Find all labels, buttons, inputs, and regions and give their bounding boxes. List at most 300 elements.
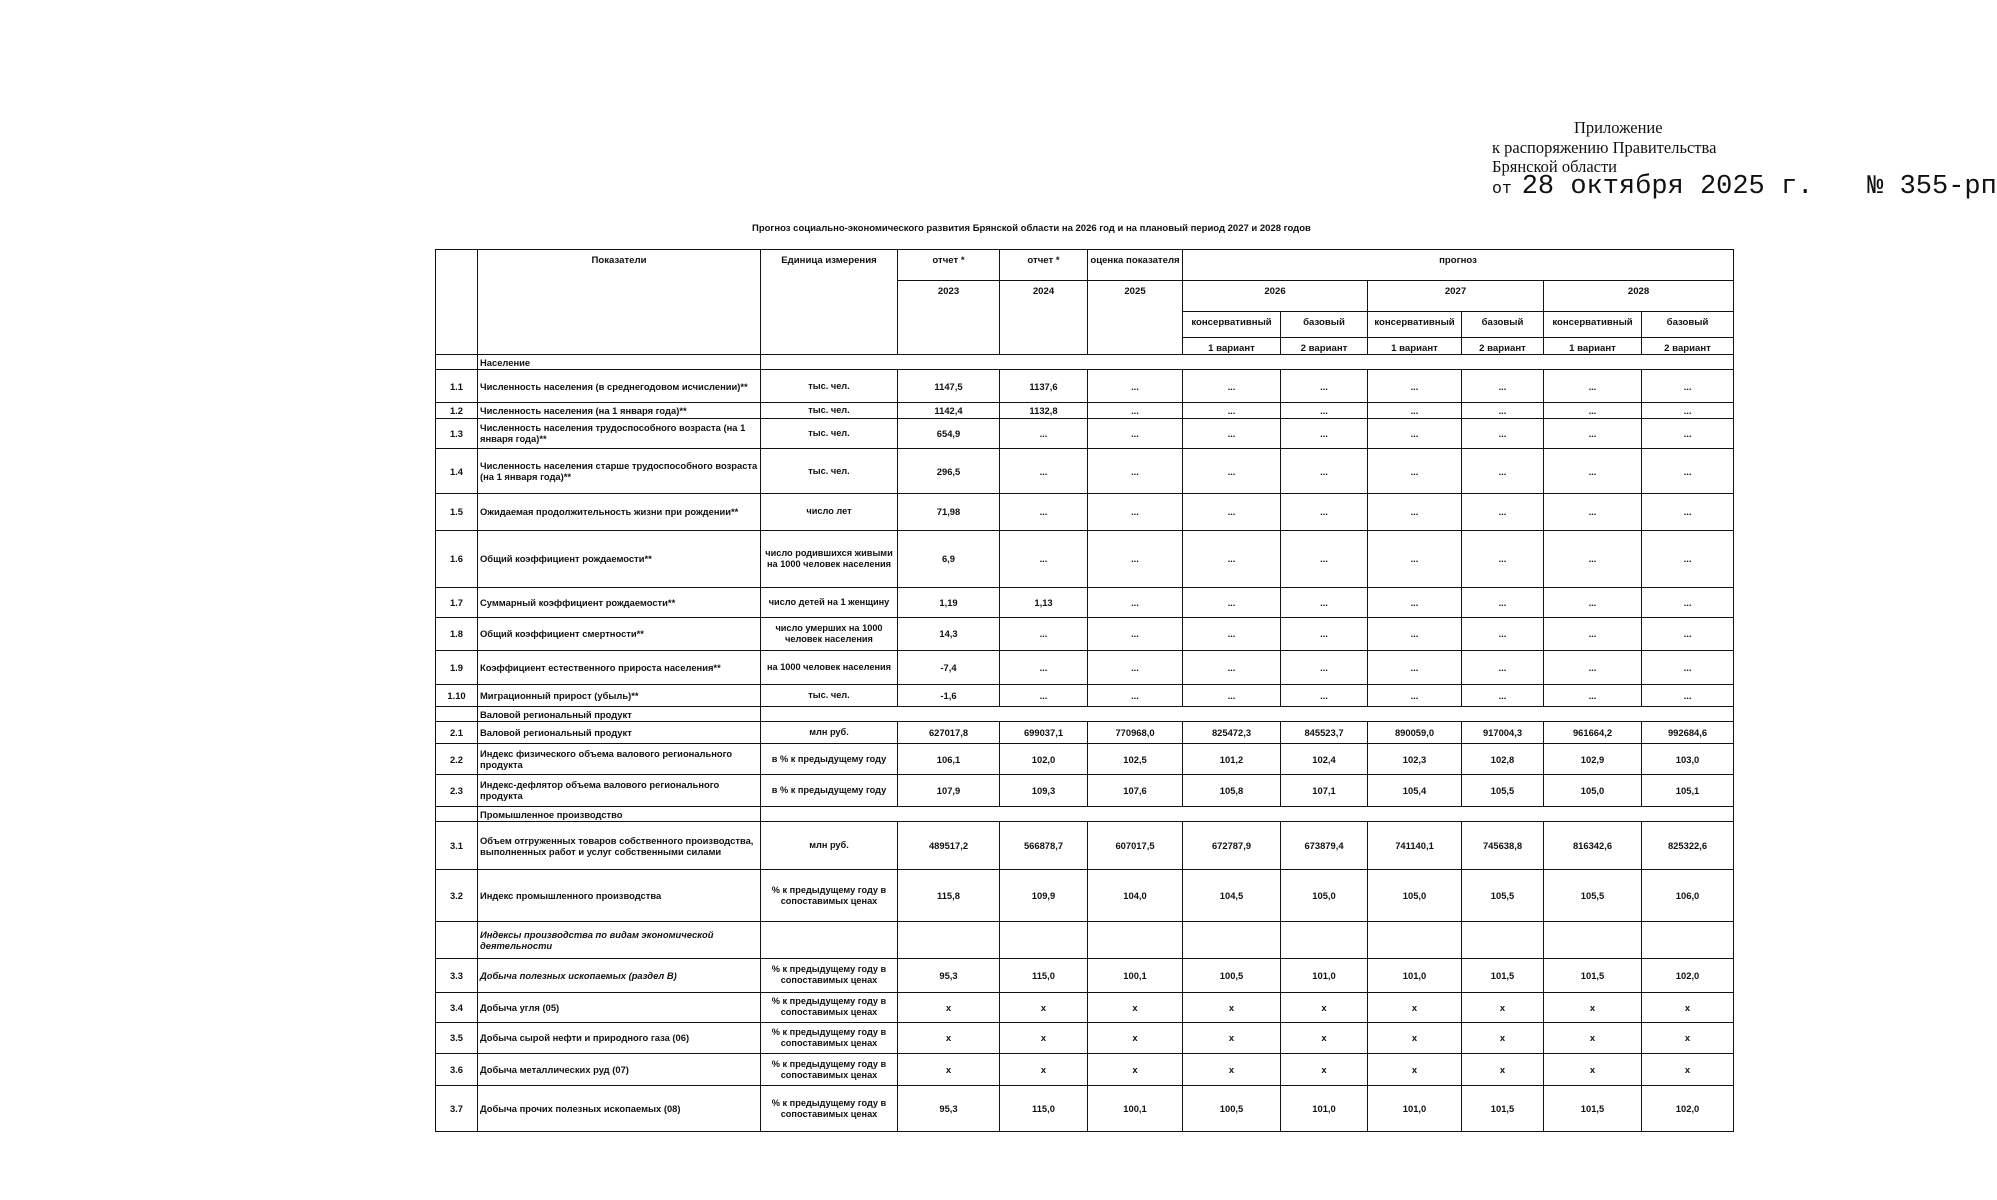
value-cell: x [1368,992,1462,1022]
value-cell: -1,6 [898,684,1000,706]
value-cell: 654,9 [898,418,1000,448]
row-indicator: Добыча металлических руд (07) [478,1054,761,1086]
row-unit: тыс. чел. [761,418,898,448]
value-cell: x [1000,1054,1088,1086]
value-cell: ... [1000,494,1088,530]
value-cell: ... [1281,418,1368,448]
value-cell: ... [1368,684,1462,706]
value-cell: 699037,1 [1000,722,1088,744]
table-row [436,448,1734,493]
value-cell: 115,0 [1000,959,1088,992]
value-cell: 673879,4 [1281,822,1368,870]
value-cell: 102,0 [1642,959,1734,992]
value-cell: ... [1088,618,1183,650]
value-cell: ... [1281,494,1368,530]
value-cell: 105,0 [1281,870,1368,921]
table-row [436,588,1734,618]
value-cell: 105,1 [1642,774,1734,806]
value-cell: 102,0 [1000,744,1088,774]
table-row [436,618,1734,650]
value-cell: ... [1183,650,1281,684]
header-unit: Единица измерения [761,250,898,355]
value-cell: ... [1462,418,1544,448]
table-row [436,744,1734,774]
value-cell: 103,0 [1642,744,1734,774]
row-number: 1.1 [436,370,478,403]
value-cell: 102,5 [1088,744,1183,774]
value-cell: 101,5 [1544,959,1642,992]
row-indicator: Добыча угля (05) [478,992,761,1022]
value-cell: x [1462,1054,1544,1086]
value-cell: ... [1281,650,1368,684]
value-cell: 115,8 [898,870,1000,921]
value-cell: ... [1642,494,1734,530]
value-cell: x [1183,1054,1281,1086]
row-indicator: Численность населения старше трудоспособного возраста (на 1 января года)** [478,448,761,493]
row-number: 3.2 [436,870,478,921]
value-cell: 627017,8 [898,722,1000,744]
value-cell: x [1642,992,1734,1022]
appendix-header [1492,118,1997,202]
row-unit: на 1000 человек населения [761,650,898,684]
row-number: 3.6 [436,1054,478,1086]
value-cell: ... [1544,530,1642,588]
header-conservative-2026: консервативный [1183,312,1281,338]
value-cell: 102,8 [1462,744,1544,774]
value-cell: ... [1544,588,1642,618]
value-cell: x [1462,992,1544,1022]
value-cell: 741140,1 [1368,822,1462,870]
value-cell: ... [1544,494,1642,530]
header-indicators: Показатели [478,250,761,355]
header-variant1-2026: 1 вариант [1183,338,1281,355]
value-cell: ... [1544,403,1642,418]
value-cell: ... [1000,448,1088,493]
appendix-label: Приложение [1574,118,1663,137]
value-cell: 1,13 [1000,588,1088,618]
table-row [436,403,1734,418]
value-cell: 845523,7 [1281,722,1368,744]
value-cell: ... [1088,370,1183,403]
section-row [436,921,1734,958]
value-cell: 95,3 [898,1086,1000,1132]
header-report-2024: отчет * [1000,250,1088,281]
value-cell: 105,0 [1368,870,1462,921]
row-number: 2.1 [436,722,478,744]
value-cell: ... [1088,403,1183,418]
value-cell: ... [1462,494,1544,530]
value-cell: 105,0 [1544,774,1642,806]
section-grp: Валовой региональный продукт [478,707,761,722]
value-cell: ... [1544,370,1642,403]
value-cell: x [1642,1022,1734,1053]
header-forecast: прогноз [1183,250,1734,281]
value-cell: x [1088,992,1183,1022]
value-cell: ... [1462,650,1544,684]
value-cell: 816342,6 [1544,822,1642,870]
value-cell: 106,1 [898,744,1000,774]
value-cell: 106,0 [1642,870,1734,921]
row-indicator: Общий коэффициент рождаемости** [478,530,761,588]
value-cell: ... [1281,403,1368,418]
value-cell: ... [1088,684,1183,706]
value-cell: x [898,1054,1000,1086]
value-cell: 101,0 [1368,1086,1462,1132]
row-indicator: Численность населения трудоспособного возраста (на 1 января года)** [478,418,761,448]
table-row [436,370,1734,403]
value-cell: 1142,4 [898,403,1000,418]
row-number: 2.2 [436,744,478,774]
row-number: 3.3 [436,959,478,992]
value-cell: 105,8 [1183,774,1281,806]
value-cell: 890059,0 [1368,722,1462,744]
value-cell: 770968,0 [1088,722,1183,744]
row-unit: % к предыдущему году в сопоставимых ценах [761,959,898,992]
row-indicator: Миграционный прирост (убыль)** [478,684,761,706]
value-cell: ... [1544,650,1642,684]
value-cell: 105,4 [1368,774,1462,806]
row-indicator: Валовой региональный продукт [478,722,761,744]
table-row [436,774,1734,806]
document-title: Прогноз социально-экономического развития Брянской области на 2026 год и на плановый период 2027 и 2028 годов [752,223,1311,234]
row-unit: млн руб. [761,722,898,744]
row-number: 3.5 [436,1022,478,1053]
table-row [436,992,1734,1022]
header-year-2028: 2028 [1544,281,1734,312]
value-cell: ... [1281,448,1368,493]
value-cell: ... [1462,448,1544,493]
value-cell: ... [1642,418,1734,448]
header-basic-2026: базовый [1281,312,1368,338]
row-number: 1.3 [436,418,478,448]
row-indicator: Добыча прочих полезных ископаемых (08) [478,1086,761,1132]
row-number: 3.7 [436,1086,478,1132]
row-number: 1.10 [436,684,478,706]
value-cell: 101,2 [1183,744,1281,774]
value-cell: x [1544,1022,1642,1053]
order-date: 28 октября 2025 г. [1521,171,1814,202]
value-cell: 825322,6 [1642,822,1734,870]
value-cell: ... [1544,684,1642,706]
value-cell: ... [1183,418,1281,448]
row-indicator: Индекс промышленного производства [478,870,761,921]
value-cell: 296,5 [898,448,1000,493]
value-cell: ... [1462,684,1544,706]
value-cell: 1137,6 [1000,370,1088,403]
forecast-table [435,249,1734,1132]
value-cell: 107,1 [1281,774,1368,806]
row-indicator: Индекс физического объема валового регионального продукта [478,744,761,774]
value-cell: ... [1642,618,1734,650]
value-cell: x [1462,1022,1544,1053]
value-cell: 489517,2 [898,822,1000,870]
value-cell: ... [1281,618,1368,650]
value-cell: x [1000,992,1088,1022]
value-cell: 101,0 [1368,959,1462,992]
row-indicator: Индекс-дефлятор объема валового регионального продукта [478,774,761,806]
row-number: 1.2 [436,403,478,418]
header-basic-2027: базовый [1462,312,1544,338]
value-cell: x [1544,992,1642,1022]
date-prefix: от [1492,178,1512,198]
value-cell: ... [1000,650,1088,684]
value-cell: ... [1642,530,1734,588]
row-indicator: Численность населения (на 1 января года)** [478,403,761,418]
value-cell: 917004,3 [1462,722,1544,744]
row-unit: число родившихся живыми на 1000 человек населения [761,530,898,588]
row-number: 1.7 [436,588,478,618]
value-cell: 107,6 [1088,774,1183,806]
appendix-order-line: к распоряжению Правительства [1492,137,1717,157]
value-cell: x [1642,1054,1734,1086]
section-population: Население [478,355,761,370]
row-number: 1.8 [436,618,478,650]
value-cell: ... [1183,684,1281,706]
value-cell: ... [1088,418,1183,448]
date-number-line [1492,171,1997,202]
row-unit: число лет [761,494,898,530]
value-cell: x [898,1022,1000,1053]
section-row [436,355,1734,370]
table-row [436,684,1734,706]
value-cell: 101,0 [1281,1086,1368,1132]
value-cell: 745638,8 [1462,822,1544,870]
table-row [436,494,1734,530]
value-cell: ... [1183,530,1281,588]
row-number: 1.6 [436,530,478,588]
value-cell: ... [1642,403,1734,418]
header-conservative-2028: консервативный [1544,312,1642,338]
table-row [436,870,1734,921]
row-indicator: Общий коэффициент смертности** [478,618,761,650]
table-row [436,1086,1734,1132]
value-cell: ... [1462,403,1544,418]
value-cell: ... [1368,650,1462,684]
value-cell: ... [1281,370,1368,403]
value-cell: 104,0 [1088,870,1183,921]
header-report-2023: отчет * [898,250,1000,281]
appendix-region-line: Брянской области [1492,157,1618,176]
row-indicator: Ожидаемая продолжительность жизни при рождении** [478,494,761,530]
value-cell: x [1000,1022,1088,1053]
value-cell: ... [1000,618,1088,650]
header-conservative-2027: консервативный [1368,312,1462,338]
value-cell: x [1183,1022,1281,1053]
value-cell: 104,5 [1183,870,1281,921]
table-row [436,722,1734,744]
row-number: 2.3 [436,774,478,806]
row-number: 3.1 [436,822,478,870]
header-estimate: оценка показателя [1088,250,1183,281]
value-cell: 105,5 [1544,870,1642,921]
value-cell: ... [1544,618,1642,650]
section-indices-by-activity: Индексы производства по видам экономической деятельности [478,921,761,958]
value-cell: ... [1281,530,1368,588]
value-cell: ... [1368,588,1462,618]
row-indicator: Численность населения (в среднегодовом исчислении)** [478,370,761,403]
value-cell: x [1281,1022,1368,1053]
value-cell: 1147,5 [898,370,1000,403]
header-basic-2028: базовый [1642,312,1734,338]
value-cell: ... [1183,618,1281,650]
header-year-2026: 2026 [1183,281,1368,312]
row-indicator: Коэффициент естественного прироста населения** [478,650,761,684]
value-cell: ... [1544,448,1642,493]
value-cell: ... [1088,494,1183,530]
value-cell: x [1183,992,1281,1022]
value-cell: 95,3 [898,959,1000,992]
value-cell: x [1281,992,1368,1022]
value-cell: 101,5 [1462,959,1544,992]
value-cell: ... [1088,588,1183,618]
row-unit: млн руб. [761,822,898,870]
table-row [436,1054,1734,1086]
value-cell: 14,3 [898,618,1000,650]
value-cell: x [1088,1022,1183,1053]
value-cell: 6,9 [898,530,1000,588]
row-unit: число детей на 1 женщину [761,588,898,618]
value-cell: 100,5 [1183,959,1281,992]
row-number: 3.4 [436,992,478,1022]
value-cell: 825472,3 [1183,722,1281,744]
value-cell: ... [1000,418,1088,448]
value-cell: ... [1642,448,1734,493]
value-cell: ... [1281,684,1368,706]
row-unit: % к предыдущему году в сопоставимых ценах [761,1022,898,1053]
value-cell: ... [1088,650,1183,684]
row-unit: тыс. чел. [761,370,898,403]
value-cell: ... [1544,418,1642,448]
value-cell: 100,5 [1183,1086,1281,1132]
value-cell: 71,98 [898,494,1000,530]
value-cell: ... [1000,684,1088,706]
order-number: № 355-рп [1867,171,1997,202]
row-indicator: Добыча полезных ископаемых (раздел B) [478,959,761,992]
value-cell: 566878,7 [1000,822,1088,870]
value-cell: 105,5 [1462,774,1544,806]
value-cell: x [1088,1054,1183,1086]
value-cell: ... [1462,530,1544,588]
value-cell: 101,5 [1462,1086,1544,1132]
header-num-cell [436,250,478,355]
value-cell: 102,9 [1544,744,1642,774]
value-cell: ... [1642,650,1734,684]
value-cell: ... [1368,530,1462,588]
section-industry: Промышленное производство [478,806,761,821]
header-variant2-2027: 2 вариант [1462,338,1544,355]
value-cell: ... [1642,588,1734,618]
value-cell: 607017,5 [1088,822,1183,870]
value-cell: 100,1 [1088,959,1183,992]
value-cell: 109,3 [1000,774,1088,806]
header-variant2-2026: 2 вариант [1281,338,1368,355]
row-number: 1.9 [436,650,478,684]
value-cell: ... [1368,370,1462,403]
row-unit: в % к предыдущему году [761,744,898,774]
value-cell: ... [1462,588,1544,618]
value-cell: ... [1183,448,1281,493]
table-row [436,418,1734,448]
row-unit: в % к предыдущему году [761,774,898,806]
section-row [436,707,1734,722]
row-unit: тыс. чел. [761,684,898,706]
value-cell: ... [1088,448,1183,493]
value-cell: 101,5 [1544,1086,1642,1132]
value-cell: 672787,9 [1183,822,1281,870]
value-cell: ... [1183,588,1281,618]
value-cell: 1132,8 [1000,403,1088,418]
row-indicator: Добыча сырой нефти и природного газа (06) [478,1022,761,1053]
value-cell: ... [1088,530,1183,588]
value-cell: ... [1183,370,1281,403]
row-unit: тыс. чел. [761,403,898,418]
value-cell: 115,0 [1000,1086,1088,1132]
value-cell: 102,4 [1281,744,1368,774]
value-cell: ... [1183,494,1281,530]
value-cell: ... [1183,403,1281,418]
value-cell: x [1544,1054,1642,1086]
value-cell: 961664,2 [1544,722,1642,744]
value-cell: ... [1368,494,1462,530]
value-cell: ... [1281,588,1368,618]
row-unit: % к предыдущему году в сопоставимых ценах [761,1054,898,1086]
row-indicator: Объем отгруженных товаров собственного производства, выполненных работ и услуг собственными силами [478,822,761,870]
value-cell: x [898,992,1000,1022]
table-row [436,650,1734,684]
header-year-2024: 2024 [1000,281,1088,355]
table-row [436,822,1734,870]
value-cell: 102,3 [1368,744,1462,774]
value-cell: ... [1368,403,1462,418]
value-cell: 109,9 [1000,870,1088,921]
value-cell: ... [1642,370,1734,403]
value-cell: ... [1368,418,1462,448]
value-cell: ... [1642,684,1734,706]
section-row [436,806,1734,821]
row-indicator: Суммарный коэффициент рождаемости** [478,588,761,618]
value-cell: ... [1462,370,1544,403]
value-cell: x [1368,1022,1462,1053]
table-row [436,530,1734,588]
value-cell: 107,9 [898,774,1000,806]
value-cell: ... [1368,618,1462,650]
header-variant1-2027: 1 вариант [1368,338,1462,355]
value-cell: -7,4 [898,650,1000,684]
value-cell: 1,19 [898,588,1000,618]
table-row [436,959,1734,992]
table-row [436,1022,1734,1053]
value-cell: ... [1462,618,1544,650]
value-cell: x [1368,1054,1462,1086]
value-cell: 101,0 [1281,959,1368,992]
row-unit: тыс. чел. [761,448,898,493]
value-cell: ... [1000,530,1088,588]
value-cell: 105,5 [1462,870,1544,921]
row-unit: % к предыдущему году в сопоставимых ценах [761,992,898,1022]
value-cell: 102,0 [1642,1086,1734,1132]
value-cell: 100,1 [1088,1086,1183,1132]
value-cell: 992684,6 [1642,722,1734,744]
header-year-2027: 2027 [1368,281,1544,312]
header-year-2023: 2023 [898,281,1000,355]
row-number: 1.5 [436,494,478,530]
header-year-2025: 2025 [1088,281,1183,355]
value-cell: ... [1368,448,1462,493]
header-variant2-2028: 2 вариант [1642,338,1734,355]
row-unit: % к предыдущему году в сопоставимых ценах [761,1086,898,1132]
row-number: 1.4 [436,448,478,493]
value-cell: x [1281,1054,1368,1086]
